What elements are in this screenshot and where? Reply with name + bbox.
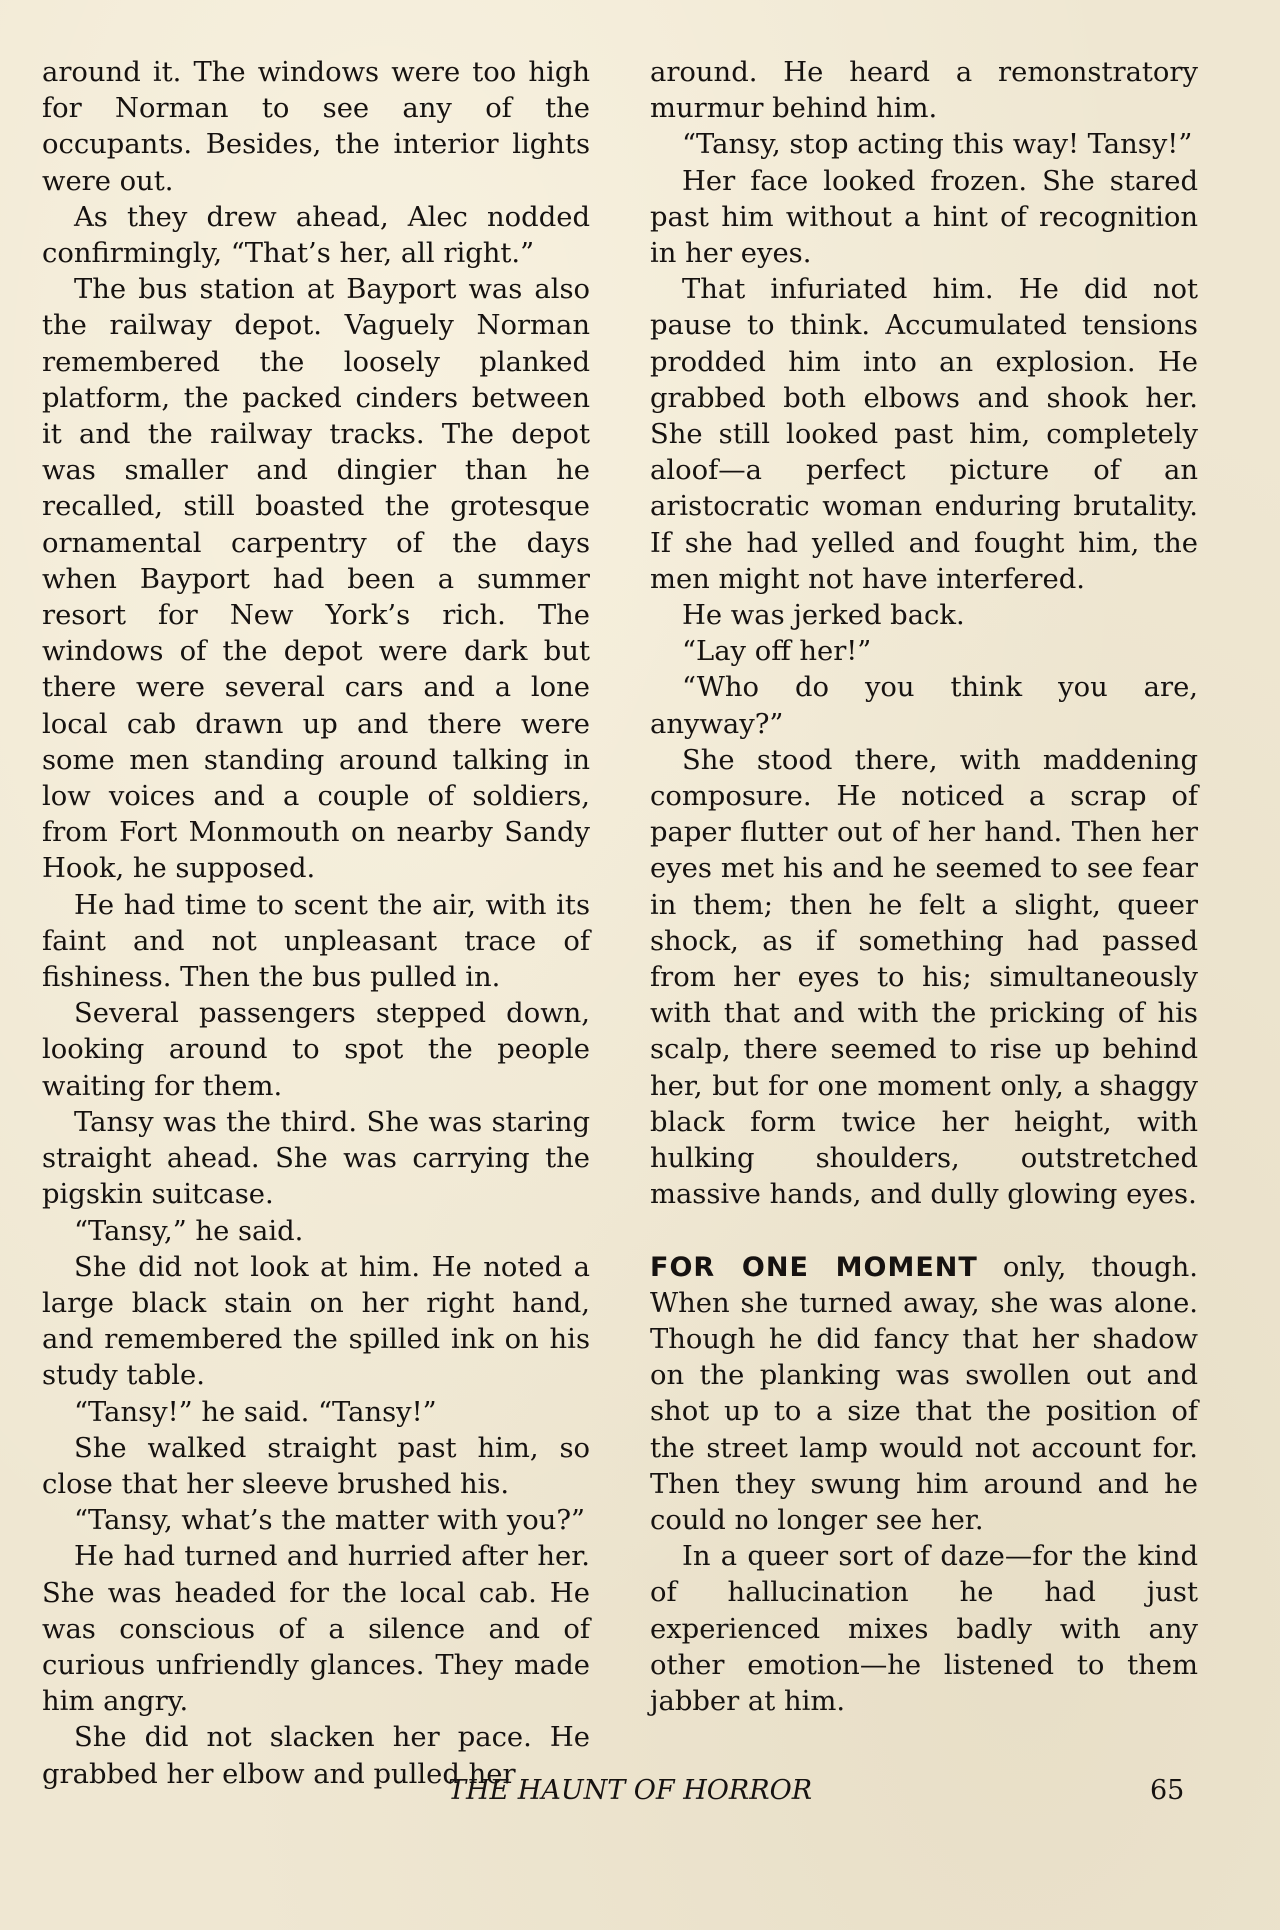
paragraph	[42, 200, 590, 272]
paragraph-text: around it. The windows were too high for Norman to see any of the occupants. Besides, the interior lights were out.	[42, 57, 590, 197]
paragraph	[42, 272, 590, 887]
paragraph	[42, 1214, 590, 1250]
paragraph	[650, 743, 1198, 1214]
paragraph-text: She walked straight past him, so close that her sleeve brushed his.	[42, 1432, 590, 1500]
paragraph-text: Her face looked frozen. She stared past him without a hint of recognition in her eyes.	[650, 165, 1198, 270]
paragraph	[42, 888, 590, 997]
paragraph-text: She did not look at him. He noted a large black stain on her right hand, and remembered the spilled ink on his study table.	[42, 1251, 590, 1392]
right-column	[650, 55, 1198, 1720]
paragraph-text: She did not slacken her pace. He grabbed her elbow and pulled her	[42, 1722, 590, 1790]
page-number: 65	[1150, 1775, 1185, 1806]
paragraph	[650, 1250, 1198, 1540]
paragraph	[650, 55, 1198, 127]
paragraph	[650, 272, 1198, 598]
paragraph-text: only, though. When she turned away, she was alone. Though he did fancy that her shadow on the planking was swollen out and shot up to a size that the position of the street lamp would not account for. Then they swung him around and he could no longer see her.	[650, 1251, 1198, 1536]
paragraph-text: “Tansy!” he said. “Tansy!”	[74, 1396, 437, 1428]
paragraph-text: Tansy was the third. She was staring straight ahead. She was carrying the pigskin suitcase.	[42, 1106, 590, 1211]
paragraph	[650, 164, 1198, 273]
paragraph-text: He had turned and hurried after her. She was headed for the local cab. He was conscious of a silence and of curious unfriendly glances. They made him angry.	[42, 1541, 590, 1718]
left-column	[42, 55, 590, 1793]
paragraph-text: “Who do you think you are, anyway?”	[650, 672, 1198, 740]
paragraph	[42, 1395, 590, 1431]
paragraph-text: “Tansy,” he said.	[74, 1215, 304, 1247]
paragraph	[42, 996, 590, 1105]
paragraph	[42, 1539, 590, 1720]
paragraph	[42, 55, 590, 200]
paragraph	[650, 634, 1198, 670]
paragraph	[650, 670, 1198, 742]
paragraph-text: The bus station at Bayport was also the railway depot. Vaguely Norman remembered the loosely planked platform, the packed cinders between it and the railway tracks. The depot was smaller and dingier than he recalled, still boasted the grotesque ornamental carpentry of the days when Bayport had been a summer resort for New York’s rich. The windows of the depot were dark but there were several cars and a lone local cab drawn up and there were some men standing around talking in low voices and a couple of soldiers, from Fort Monmouth on nearby Sandy Hook, he supposed.	[42, 274, 590, 885]
paragraph	[42, 1105, 590, 1214]
paragraph-text: “Tansy, stop acting this way! Tansy!”	[682, 129, 1193, 161]
paragraph-text: As they drew ahead, Alec nodded confirmingly, “That’s her, all right.”	[42, 201, 590, 270]
paragraph-text: “Lay off her!”	[682, 636, 872, 668]
paragraph-text: He had time to scent the air, with its faint and not unpleasant trace of fishiness. Then the bus pulled in.	[42, 889, 590, 994]
running-footer-title: THE HAUNT OF HORROR	[447, 1775, 813, 1806]
paragraph	[650, 127, 1198, 163]
paragraph-text: He was jerked back.	[682, 600, 965, 632]
paragraph-text: That infuriated him. He did not pause to think. Accumulated tensions prodded him into an explosion. He grabbed both elbows and shook her. She still looked past him, completely aloof—a perfect picture of an aristocratic woman enduring brutality. If she had yelled and fought him, the men might not have interfered.	[650, 274, 1198, 595]
section-lead-in: FOR ONE MOMENT	[650, 1251, 978, 1283]
paragraph	[42, 1431, 590, 1503]
paragraph	[42, 1250, 590, 1395]
paragraph	[650, 598, 1198, 634]
paragraph-text: She stood there, with maddening composure. He noticed a scrap of paper flutter out of her hand. Then her eyes met his and he seemed to see fear in them; then he felt a slight, queer shock, as if something had passed from her eyes to his; simultaneously with that and with the pricking of his scalp, there seemed to rise up behind her, but for one moment only, a shaggy black form twice her height, with hulking shoulders, outstretched massive hands, and dully glowing eyes.	[650, 744, 1198, 1211]
paragraph	[42, 1503, 590, 1539]
paragraph	[650, 1539, 1198, 1720]
paragraph-text: Several passengers stepped down, looking around to spot the people waiting for them.	[42, 998, 590, 1102]
paragraph-text: “Tansy, what’s the matter with you?”	[74, 1505, 586, 1537]
paragraph-text: around. He heard a remonstratory murmur behind him.	[650, 57, 1198, 125]
paragraph-text: In a queer sort of daze—for the kind of hallucination he had just experienced mixes badly with any other emotion—he listened to them jabber at him.	[650, 1541, 1198, 1717]
